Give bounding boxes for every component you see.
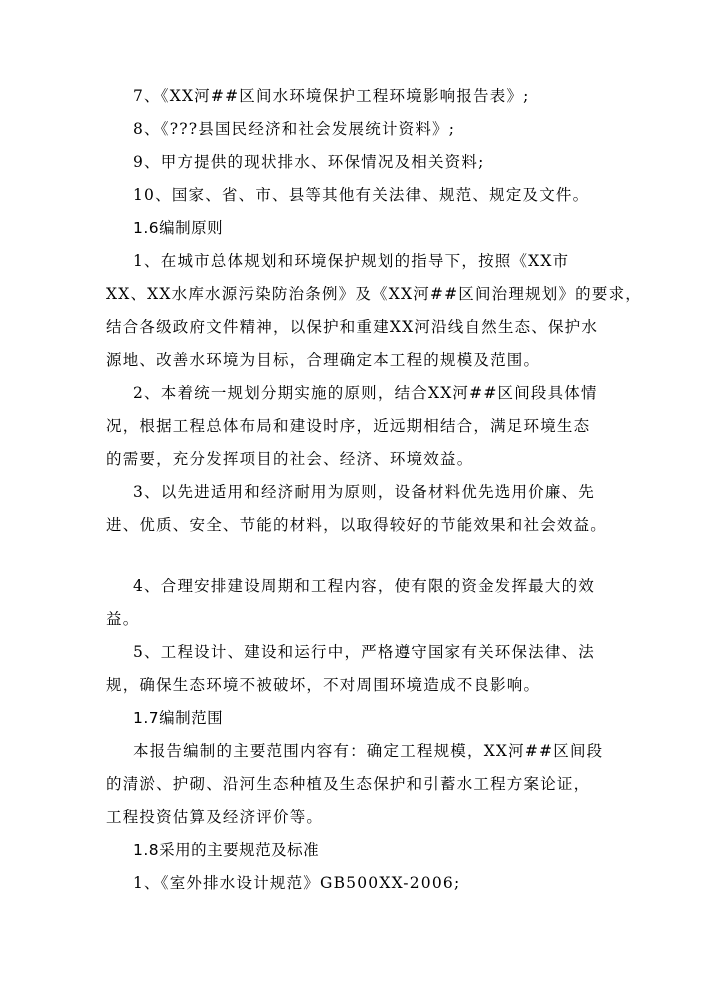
section-heading-1-8: 1.8采用的主要规范及标准 <box>133 841 320 859</box>
reference-item-8: 8、《???县国民经济和社会发展统计资料》; <box>133 120 456 138</box>
scope-line-1: 本报告编制的主要范围内容有：确定工程规模，XX河##区间段 <box>133 742 604 760</box>
principle-4-line-1: 4、合理安排建设周期和工程内容，使有限的资金发挥最大的效 <box>133 577 595 595</box>
principle-5-line-2: 规，确保生态环境不被破坏，不对周围环境造成不良影响。 <box>106 676 541 694</box>
scope-line-3: 工程投资估算及经济评价等。 <box>106 808 324 826</box>
principle-2-line-1: 2、本着统一规划分期实施的原则，结合XX河##区间段具体情 <box>133 384 598 402</box>
section-heading-1-6: 1.6编制原则 <box>133 219 224 237</box>
principle-3-line-1: 3、以先进适用和经济耐用为原则，设备材料优先选用价廉、先 <box>133 483 595 501</box>
reference-item-7: 7、《XX河##区间水环境保护工程环境影响报告表》; <box>133 87 530 105</box>
principle-3-line-2: 进、优质、安全、节能的材料，以取得较好的节能效果和社会效益。 <box>106 516 608 534</box>
section-heading-1-7: 1.7编制范围 <box>133 709 224 727</box>
principle-2-line-3: 的需要，充分发挥项目的社会、经济、环境效益。 <box>106 450 474 468</box>
principle-4-line-2: 益。 <box>106 610 140 628</box>
principle-2-line-2: 况，根据工程总体布局和建设时序，近远期相结合，满足环境生态 <box>106 417 591 435</box>
principle-1-line-1: 1、在城市总体规划和环境保护规划的指导下，按照《XX市 <box>133 252 570 270</box>
scope-line-2: 的清淤、护砌、沿河生态种植及生态保护和引蓄水工程方案论证， <box>106 775 591 793</box>
reference-item-9: 9、甲方提供的现状排水、环保情况及相关资料; <box>133 153 485 171</box>
standard-item-1: 1、《室外排水设计规范》GB500XX-2006; <box>133 874 461 892</box>
principle-1-line-2: XX、XX水库水源污染防治条例》及《XX河##区间治理规划》的要求， <box>106 285 642 303</box>
principle-1-line-3: 结合各级政府文件精神，以保护和重建XX河沿线自然生态、保护水 <box>106 318 599 336</box>
reference-item-10: 10、国家、省、市、县等其他有关法律、规范、规定及文件。 <box>133 186 590 204</box>
principle-1-line-4: 源地、改善水环境为目标，合理确定本工程的规模及范围。 <box>106 351 541 369</box>
principle-5-line-1: 5、工程设计、建设和运行中，严格遵守国家有关环保法律、法 <box>133 643 595 661</box>
